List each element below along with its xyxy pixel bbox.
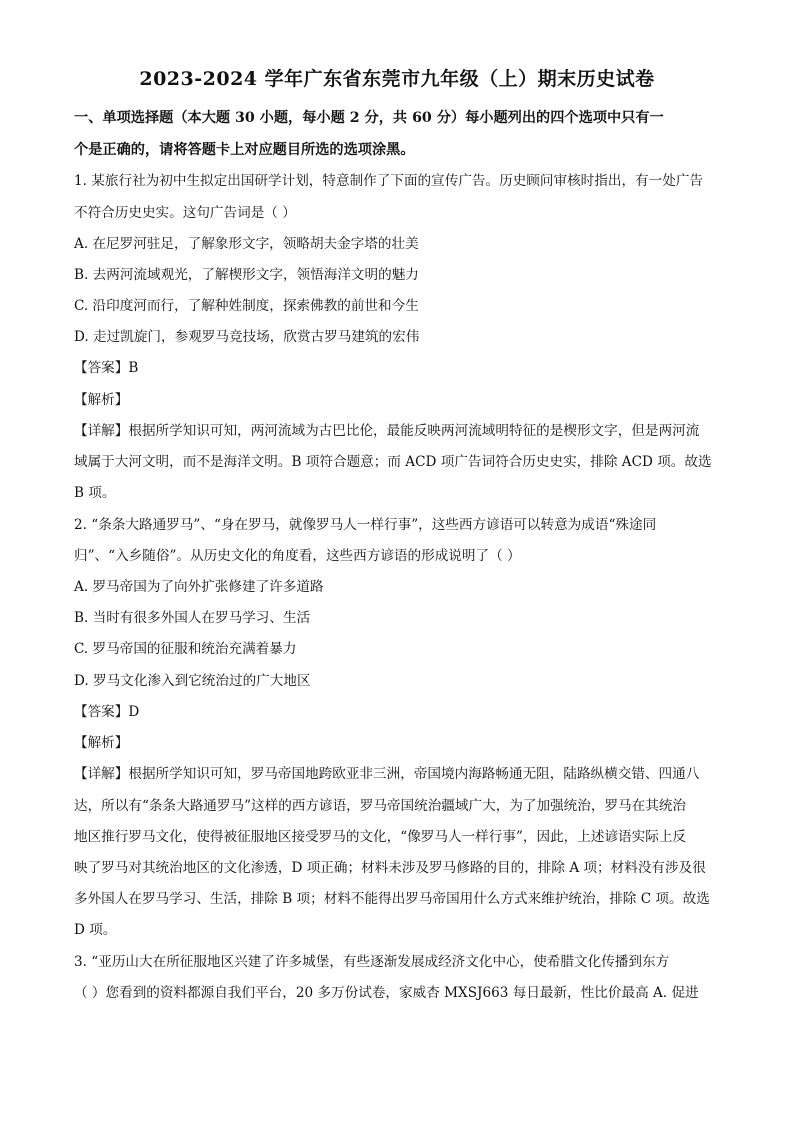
q2-option-c: C. 罗马帝国的征服和统治充满着暴力 <box>74 641 297 657</box>
q2-stem-line-2: 归”、“入乡随俗”。从历史文化的角度看，这些西方谚语的形成说明了（ ） <box>74 548 521 564</box>
q2-detail-line-3: 地区推行罗马文化，使得被征服地区接受罗马的文化，“像罗马人一样行事”，因此，上述谚语实际上反 <box>74 829 687 845</box>
q2-detail-line-5: 多外国人在罗马学习、生活，排除 B 项；材料不能得出罗马帝国用什么方式来维护统治，排除 C 项。故选 <box>74 891 710 907</box>
q3-stem-line-1: 3. “亚历山大在所征服地区兴建了许多城堡，有些逐渐发展成经济文化中心，使希腊文化传播到东方 <box>74 954 670 970</box>
q1-option-c: C. 沿印度河而行，了解种姓制度，探索佛教的前世和今生 <box>74 298 419 314</box>
q1-answer: 【答案】B <box>74 360 139 376</box>
q1-analysis-label: 【解析】 <box>74 392 129 408</box>
q3-stem-line-2: （ ）您看到的资料都源自我们平台，20 多万份试卷，家威杏 MXSJ663 每日最新，性比价最高 A. 促进 <box>74 985 699 1001</box>
section-heading-line-1: 一、单项选择题（本大题 30 小题，每小题 2 分，共 60 分）每小题列出的四个选项中只有一 <box>74 110 664 126</box>
q2-option-a: A. 罗马帝国为了向外扩张修建了许多道路 <box>74 579 324 595</box>
q2-option-d: D. 罗马文化渗入到它统治过的广大地区 <box>74 673 311 689</box>
exam-title: 2023-2024 学年广东省东莞市九年级（上）期末历史试卷 <box>139 68 655 90</box>
q2-detail-line-4: 映了罗马对其统治地区的文化渗透，D 项正确；材料未涉及罗马修路的目的，排除 A 项；材料没有涉及很 <box>74 860 706 876</box>
q1-stem-line-2: 不符合历史史实。这句广告词是（ ） <box>74 205 296 221</box>
q1-stem-line-1: 1. 某旅行社为初中生拟定出国研学计划，特意制作了下面的宣传广告。历史顾问审核时指出，有一处广告 <box>74 173 704 189</box>
q1-detail-line-1: 【详解】根据所学知识可知，两河流域为古巴比伦，最能反映两河流域明特征的是楔形文字，但是两河流 <box>74 423 700 439</box>
q1-option-a: A. 在尼罗河驻足，了解象形文字，领略胡夫金字塔的壮美 <box>74 236 419 252</box>
q2-detail-line-6: D 项。 <box>74 922 117 938</box>
q2-option-b: B. 当时有很多外国人在罗马学习、生活 <box>74 610 311 626</box>
q1-detail-line-3: B 项。 <box>74 485 116 501</box>
q2-stem-line-1: 2. “条条大路通罗马”、“身在罗马，就像罗马人一样行事”，这些西方谚语可以转意为成语“殊途同 <box>74 517 657 533</box>
q1-detail-line-2: 域属于大河文明，而不是海洋文明。B 项符合题意；而 ACD 项广告词符合历史史实，排除 ACD 项。故选 <box>74 454 712 470</box>
q2-detail-line-2: 达，所以有“条条大路通罗马”这样的西方谚语，罗马帝国统治疆域广大，为了加强统治，罗马在其统治 <box>74 798 687 814</box>
section-heading-line-2: 个是正确的，请将答题卡上对应题目所选的选项涂黑。 <box>74 142 415 158</box>
q2-answer: 【答案】D <box>74 704 140 720</box>
q2-detail-line-1: 【详解】根据所学知识可知，罗马帝国地跨欧亚非三洲，帝国境内海路畅通无阻，陆路纵横交错、四通八 <box>74 766 700 782</box>
q1-option-d: D. 走过凯旋门，参观罗马竞技场，欣赏古罗马建筑的宏伟 <box>74 329 420 345</box>
q1-option-b: B. 去两河流域观光，了解楔形文字，领悟海洋文明的魅力 <box>74 267 419 283</box>
q2-analysis-label: 【解析】 <box>74 735 129 751</box>
